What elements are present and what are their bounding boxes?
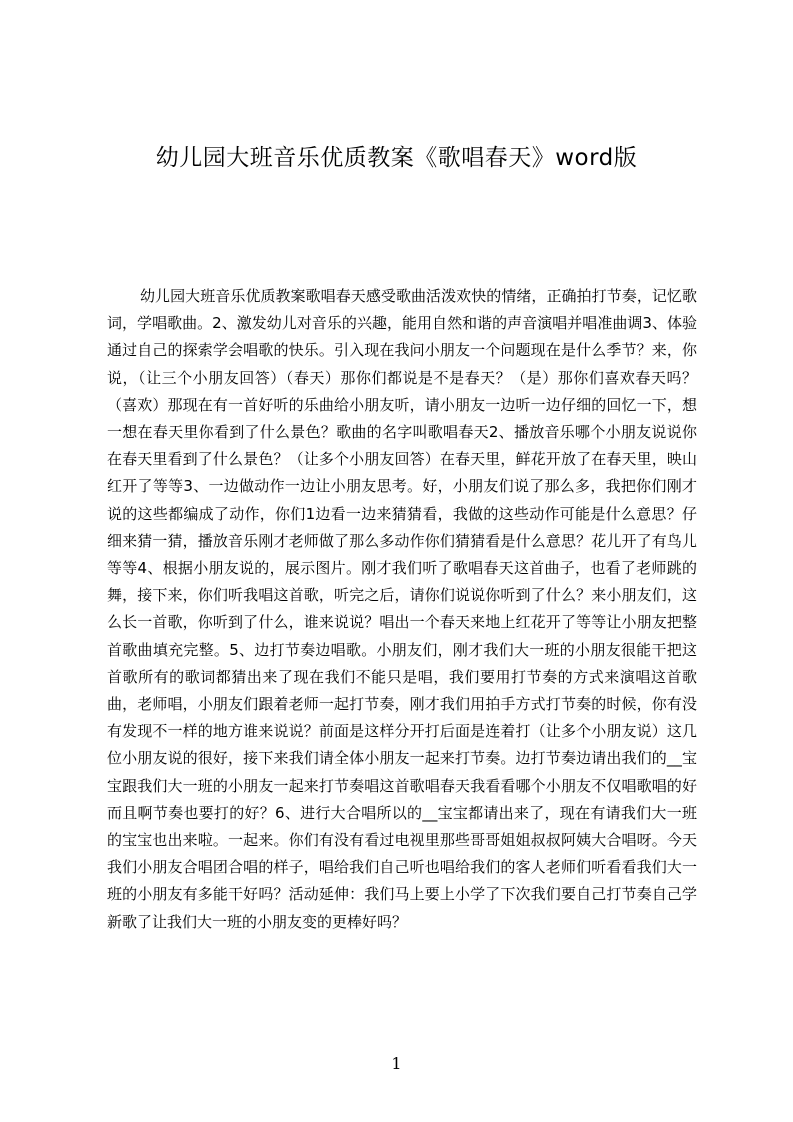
page-number: 1	[391, 1054, 402, 1073]
document-title: 幼儿园大班音乐优质教案《歌唱春天》word版	[155, 145, 638, 171]
document-body-paragraph: 幼儿园大班音乐优质教案歌唱春天感受歌曲活泼欢快的情绪，正确拍打节奏，记忆歌词，学唱歌曲。2、激发幼儿对音乐的兴趣，能用自然和谐的声音演唱并唱准曲调3、体验通过自己的探索学会唱歌的快乐。引入现在我问小朋友一个问题现在是什么季节？来，你说，（让三个小朋友回答）（春天）那你们都说是不是春天？（是）那你们喜欢春天吗？（喜欢）那现在有一首好听的乐曲给小朋友听，请小朋友一边听一边仔细的回忆一下，想一想在春天里你看到了什么景色？歌曲的名字叫歌唱春天2、播放音乐哪个小朋友说说你在春天里看到了什么景色？（让多个小朋友回答）在春天里，鲜花开放了在春天里，映山红开了等等3、一边做动作一边让小朋友思考。好，小朋友们说了那么多，我把你们刚才说的这些都编成了动作，你们1边看一边来猜猜看，我做的这些动作可能是什么意思？仔细来猜一猜，播放音乐刚才老师做了那么多动作你们猜猜看是什么意思？花儿开了有鸟儿等等4、根据小朋友说的，展示图片。刚才我们听了歌唱春天这首曲子，也看了老师跳的舞，接下来，你们听我唱这首歌，听完之后，请你们说说你听到了什么？来小朋友们，这么长一首歌，你听到了什么，谁来说说？唱出一个春天来地上红花开了等等让小朋友把整首歌曲填充完整。5、边打节奏边唱歌。小朋友们，刚才我们大一班的小朋友很能干把这首歌所有的歌词都猜出来了现在我们不能只是唱，我们要用打节奏的方式来演唱这首歌曲，老师唱，小朋友们跟着老师一起打节奏，刚才我们用拍手方式打节奏的时候，你有没有发现不一样的地方谁来说说？前面是这样分开打后面是连着打（让多个小朋友说）这几位小朋友说的很好，接下来我们请全体小朋友一起来打节奏。边打节奏边请出我们的__宝宝跟我们大一班的小朋友一起来打节奏唱这首歌唱春天我看看哪个小朋友不仅唱歌唱的好而且啊节奏也要打的好？6、进行大合唱所以的__宝宝都请出来了，现在有请我们大一班的宝宝也出来啦。一起来。你们有没有看过电视里那些哥哥姐姐叔叔阿姨大合唱呀。今天我们小朋友合唱团合唱的样子，唱给我们自己听也唱给我们的客人老师们听看看我们大一班的小朋友有多能干好吗？活动延伸：我们马上要上小学了下次我们要自己打节奏自己学新歌了让我们大一班的小朋友变的更棒好吗？	[107, 287, 697, 931]
